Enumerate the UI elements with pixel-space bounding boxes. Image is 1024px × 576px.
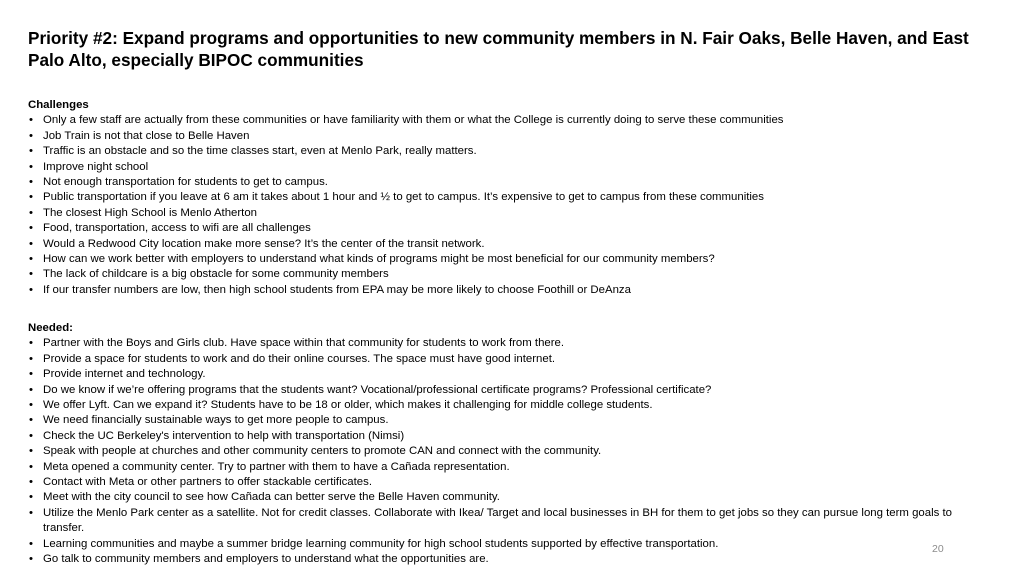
list-item: • Job Train is not that close to Belle Haven xyxy=(28,129,988,144)
list-item: • Improve night school xyxy=(28,160,988,175)
list-item: • How can we work better with employers to understand what kinds of programs might be most beneficial for our community members? xyxy=(28,252,988,267)
list-item: • Only a few staff are actually from these communities or have familiarity with them or what the College is currently doing to serve these communities xyxy=(28,113,988,128)
list-item: • Provide internet and technology. xyxy=(28,367,988,382)
challenges-section xyxy=(28,98,988,298)
list-item: • Public transportation if you leave at 6 am it takes about 1 hour and ½ to get to campus. It’s expensive to get to campus from these communities xyxy=(28,190,988,205)
list-item: • Not enough transportation for students to get to campus. xyxy=(28,175,988,190)
list-item: • Food, transportation, access to wifi are all challenges xyxy=(28,221,988,236)
list-item: • We need financially sustainable ways to get more people to campus. xyxy=(28,413,988,428)
list-item: • Speak with people at churches and other community centers to promote CAN and connect with the community. xyxy=(28,444,988,459)
list-item: • Would a Redwood City location make more sense? It’s the center of the transit network. xyxy=(28,237,988,252)
needed-section xyxy=(28,321,988,568)
list-item: • Do we know if we’re offering programs that the students want? Vocational/professional certificate programs? Professional certificate? xyxy=(28,383,988,398)
list-item: • Check the UC Berkeley's intervention to help with transportation (Nimsi) xyxy=(28,429,988,444)
list-item: • The lack of childcare is a big obstacle for some community members xyxy=(28,267,988,282)
needed-list xyxy=(28,336,988,567)
list-item: • We offer Lyft. Can we expand it? Students have to be 18 or older, which makes it challenging for middle college students. xyxy=(28,398,988,413)
page-number: 20 xyxy=(932,543,944,555)
list-item: • Learning communities and maybe a summer bridge learning community for high school students supported by effective transportation. xyxy=(28,537,988,552)
list-item: • Contact with Meta or other partners to offer stackable certificates. xyxy=(28,475,988,490)
list-item: • If our transfer numbers are low, then high school students from EPA may be more likely to choose Foothill or DeAnza xyxy=(28,283,988,298)
list-item: • Go talk to community members and employers to understand what the opportunities are. xyxy=(28,552,988,567)
list-item: • Meet with the city council to see how Cañada can better serve the Belle Haven community. xyxy=(28,490,988,505)
list-item: • Provide a space for students to work and do their online courses. The space must have good internet. xyxy=(28,352,988,367)
list-item: • Traffic is an obstacle and so the time classes start, even at Menlo Park, really matters. xyxy=(28,144,988,159)
needed-heading: Needed: xyxy=(28,322,73,334)
list-item: • Meta opened a community center. Try to partner with them to have a Cañada representation. xyxy=(28,460,988,475)
list-item: • Partner with the Boys and Girls club. Have space within that community for students to work from there. xyxy=(28,336,988,351)
slide-title: Priority #2: Expand programs and opportunities to new community members in N. Fair Oaks, Belle Haven, and East Palo Alto, especially BIPOC communities xyxy=(28,28,969,70)
list-item: • The closest High School is Menlo Atherton xyxy=(28,206,988,221)
challenges-list xyxy=(28,113,988,298)
challenges-heading: Challenges xyxy=(28,99,89,111)
list-item: • Utilize the Menlo Park center as a satellite. Not for credit classes. Collaborate with Ikea/ Target and local businesses in BH for them to get jobs so they can pursue long term goals to transfer. xyxy=(28,506,988,537)
